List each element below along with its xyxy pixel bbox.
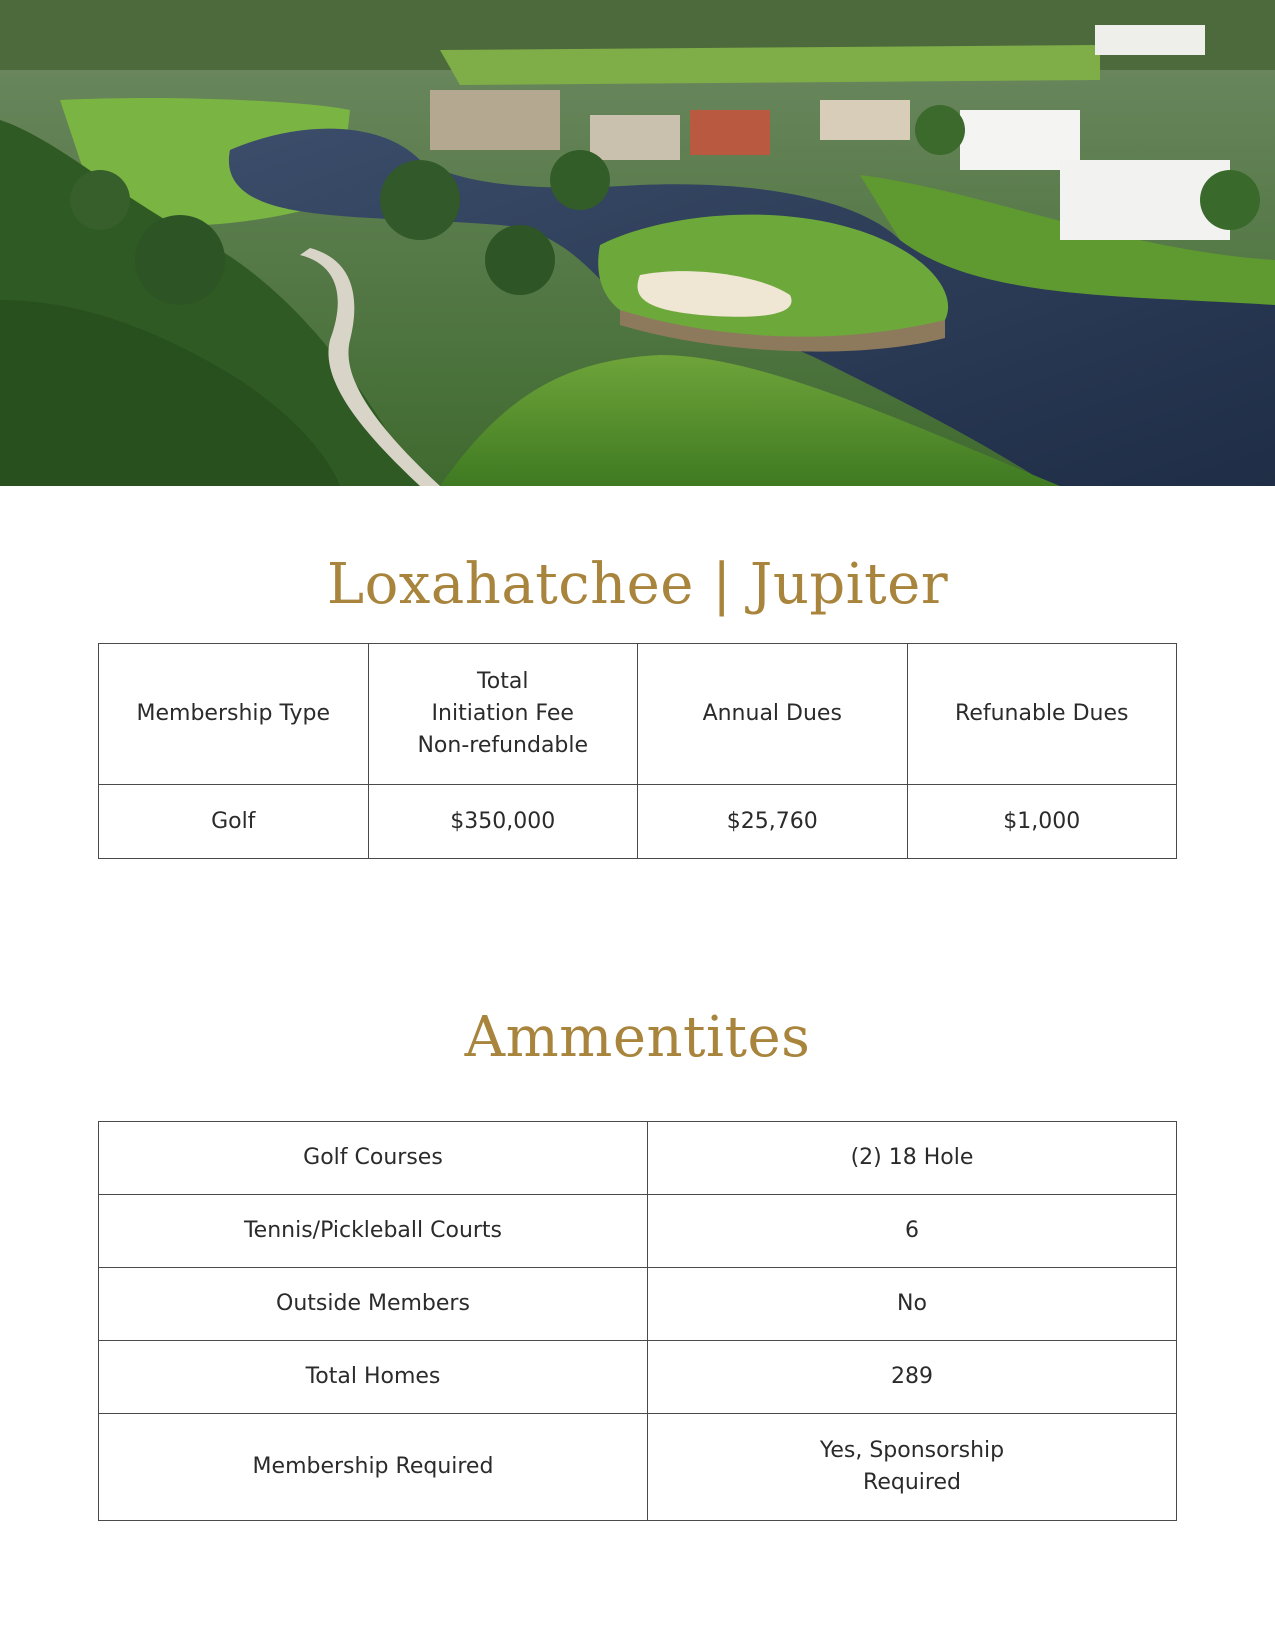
amenities-title: Ammentites (464, 1005, 811, 1070)
amenity-value: Yes, Sponsorship Required (648, 1414, 1177, 1521)
table-row (99, 1122, 1177, 1195)
amenity-label: Membership Required (99, 1414, 648, 1521)
amenity-label: Tennis/Pickleball Courts (99, 1195, 648, 1268)
amenity-value: 289 (648, 1341, 1177, 1414)
cell-membership-type: Golf (99, 785, 369, 859)
header-membership-type: Membership Type (99, 644, 369, 785)
table-row (99, 1414, 1177, 1521)
table-header-row (99, 644, 1177, 785)
table-row (99, 1341, 1177, 1414)
table-row (99, 1268, 1177, 1341)
table-row (99, 1195, 1177, 1268)
amenity-value: 6 (648, 1195, 1177, 1268)
header-annual-dues: Annual Dues (638, 644, 908, 785)
table-row (99, 785, 1177, 859)
page-title: Loxahatchee | Jupiter (326, 552, 949, 617)
amenities-table (98, 1121, 1177, 1521)
hero-golf-course-photo (0, 0, 1275, 486)
amenity-label: Outside Members (99, 1268, 648, 1341)
cell-refundable-dues: $1,000 (907, 785, 1177, 859)
amenity-label: Golf Courses (99, 1122, 648, 1195)
amenity-value: (2) 18 Hole (648, 1122, 1177, 1195)
cell-annual-dues: $25,760 (638, 785, 908, 859)
header-initiation-fee: Total Initiation Fee Non-refundable (368, 644, 638, 785)
cell-initiation-fee: $350,000 (368, 785, 638, 859)
membership-fees-table (98, 643, 1177, 859)
amenity-label: Total Homes (99, 1341, 648, 1414)
header-refundable-dues: Refunable Dues (907, 644, 1177, 785)
amenity-value: No (648, 1268, 1177, 1341)
